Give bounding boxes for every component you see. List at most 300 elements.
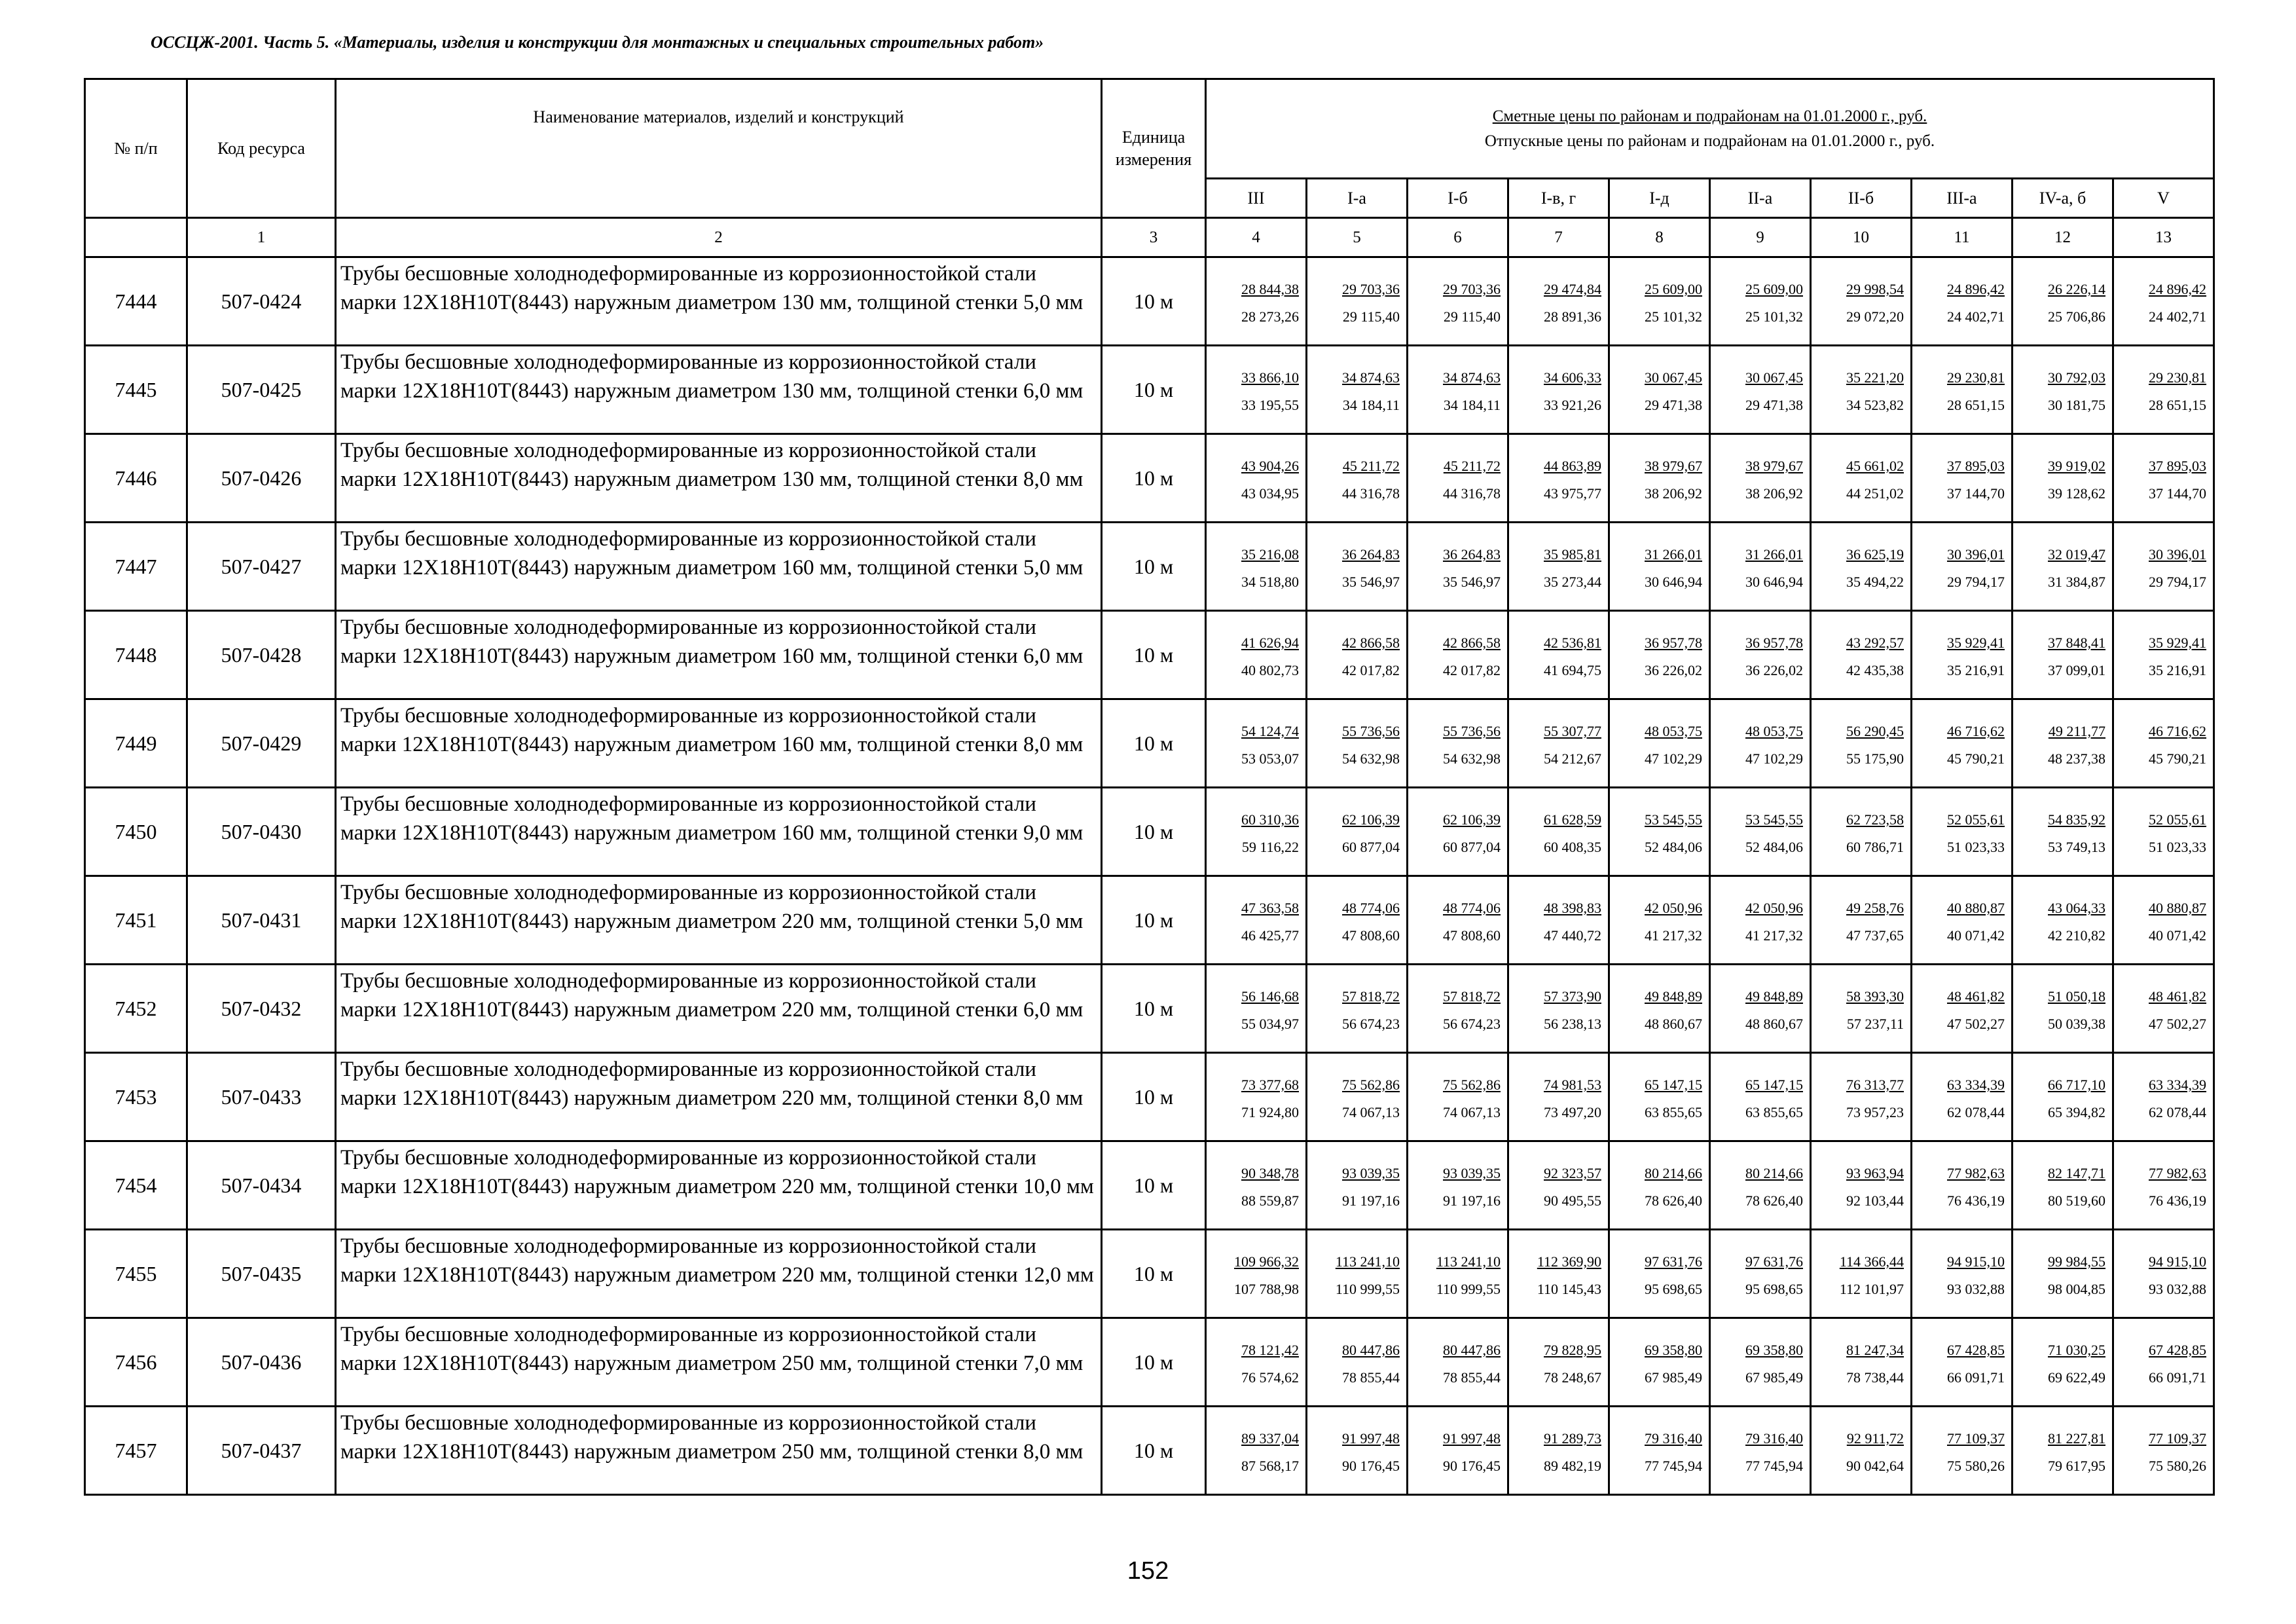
release-price: 62 078,44 [1947,1104,2005,1120]
release-price: 31 384,87 [2048,574,2105,590]
row-number: 7454 [85,1141,187,1230]
release-price: 28 891,36 [1544,308,1601,325]
estimate-price: 34 874,63 [1342,369,1400,386]
release-price: 90 176,45 [1342,1458,1400,1474]
price-cell [1912,1318,2013,1407]
release-price: 66 091,71 [2149,1369,2207,1386]
estimate-price: 29 230,81 [1947,369,2005,386]
price-cell [1508,611,1609,699]
release-price: 39 128,62 [2048,485,2105,502]
price-cell [2113,1053,2214,1141]
release-price: 38 206,92 [1745,485,1803,502]
price-cell [1609,1230,1710,1318]
estimate-price: 62 106,39 [1342,811,1400,828]
price-cell [1508,1407,1609,1495]
release-price: 56 674,23 [1443,1016,1501,1032]
row-number: 7455 [85,1230,187,1318]
price-cell [1307,965,1408,1053]
resource-code: 507-0436 [187,1318,336,1407]
price-cell [2113,699,2214,788]
release-price: 41 217,32 [1745,927,1803,944]
table-row [85,434,2214,523]
release-price-caption: Отпускные цены по районам и подрайонам на 01.01.2000 г., руб. [1484,132,1935,150]
estimate-price: 81 247,34 [1846,1342,1904,1358]
estimate-price: 25 609,00 [1645,281,1702,297]
price-cell [1811,876,1912,965]
estimate-price: 34 606,33 [1544,369,1601,386]
resource-code: 507-0428 [187,611,336,699]
estimate-price: 75 562,86 [1342,1077,1400,1093]
price-cell [1206,1230,1307,1318]
release-price: 110 999,55 [1436,1281,1501,1297]
estimate-price: 48 774,06 [1443,900,1501,916]
price-cell [1710,876,1811,965]
estimate-price: 92 323,57 [1544,1165,1601,1181]
release-price: 67 985,49 [1645,1369,1702,1386]
price-cell [2013,788,2113,876]
estimate-price: 52 055,61 [1947,811,2005,828]
release-price: 29 794,17 [1947,574,2005,590]
unit-of-measure: 10 м [1102,611,1206,699]
region-header: III-а [1912,179,2013,218]
resource-code: 507-0426 [187,434,336,523]
estimate-price: 62 106,39 [1443,811,1501,828]
estimate-price: 34 874,63 [1443,369,1501,386]
estimate-price: 38 979,67 [1745,458,1803,474]
row-number: 7456 [85,1318,187,1407]
release-price: 44 316,78 [1443,485,1501,502]
material-name: Трубы бесшовные холоднодеформированные из коррозионностойкой стали марки 12Х18Н10Т(8443) наружным диаметром 220 мм, толщиной стенки 5,0 мм [336,876,1102,965]
release-price: 38 206,92 [1645,485,1702,502]
release-price: 91 197,16 [1443,1192,1501,1209]
estimate-price: 80 214,66 [1645,1165,1702,1181]
page-number: 152 [1127,1557,1169,1585]
header-code: Код ресурса [187,79,336,218]
estimate-price: 71 030,25 [2048,1342,2105,1358]
estimate-price: 43 292,57 [1846,635,1904,651]
price-cell [1912,611,2013,699]
release-price: 80 519,60 [2048,1192,2105,1209]
resource-code: 507-0425 [187,346,336,434]
row-number: 7450 [85,788,187,876]
estimate-price: 112 369,90 [1537,1253,1601,1270]
estimate-price: 63 334,39 [2149,1077,2207,1093]
price-cell [1206,257,1307,346]
release-price: 47 737,65 [1846,927,1904,944]
release-price: 40 071,42 [1947,927,2005,944]
column-number: 4 [1206,218,1307,257]
price-cell [1609,1318,1710,1407]
release-price: 77 745,94 [1745,1458,1803,1474]
price-cell [1912,876,2013,965]
price-cell [2113,965,2214,1053]
column-number: 6 [1408,218,1508,257]
estimate-price: 45 211,72 [1443,458,1501,474]
release-price: 91 197,16 [1342,1192,1400,1209]
estimate-price: 30 067,45 [1645,369,1702,386]
release-price: 65 394,82 [2048,1104,2105,1120]
price-cell [1710,1407,1811,1495]
estimate-price: 53 545,55 [1645,811,1702,828]
release-price: 59 116,22 [1241,839,1299,855]
estimate-price: 29 230,81 [2149,369,2207,386]
price-cell [1811,699,1912,788]
estimate-price: 66 717,10 [2048,1077,2105,1093]
release-price: 34 523,82 [1846,397,1904,413]
price-cell [1912,788,2013,876]
table-row [85,611,2214,699]
price-cell [2113,346,2214,434]
price-cell [2113,788,2214,876]
price-cell [2013,1230,2113,1318]
column-number: 3 [1102,218,1206,257]
release-price: 95 698,65 [1645,1281,1702,1297]
price-cell [1811,1318,1912,1407]
estimate-price: 30 792,03 [2048,369,2105,386]
release-price: 45 790,21 [1947,750,2005,767]
price-cell [1408,346,1508,434]
release-price: 79 617,95 [2048,1458,2105,1474]
price-cell [1206,523,1307,611]
price-cell [1710,434,1811,523]
price-cell [1408,523,1508,611]
estimate-price: 77 109,37 [2149,1430,2207,1447]
release-price: 110 145,43 [1537,1281,1601,1297]
release-price: 87 568,17 [1241,1458,1299,1474]
release-price: 76 436,19 [2149,1192,2207,1209]
table-row [85,876,2214,965]
release-price: 90 042,64 [1846,1458,1904,1474]
estimate-price: 28 844,38 [1241,281,1299,297]
release-price: 30 646,94 [1645,574,1702,590]
price-cell [1710,1318,1811,1407]
table-row [85,1407,2214,1495]
header-name: Наименование материалов, изделий и конструкций [336,79,1102,218]
estimate-price: 57 818,72 [1443,988,1501,1005]
estimate-price: 35 216,08 [1241,546,1299,563]
column-number: 10 [1811,218,1912,257]
estimate-price: 69 358,80 [1645,1342,1702,1358]
estimate-price: 36 264,83 [1342,546,1400,563]
price-cell [1811,346,1912,434]
row-number: 7452 [85,965,187,1053]
price-cell [1408,1318,1508,1407]
release-price: 42 435,38 [1846,662,1904,678]
material-name: Трубы бесшовные холоднодеформированные из коррозионностойкой стали марки 12Х18Н10Т(8443) наружным диаметром 160 мм, толщиной стенки 8,0 мм [336,699,1102,788]
estimate-price: 54 124,74 [1241,723,1299,739]
price-cell [1811,1053,1912,1141]
document-header: ОССЦЖ-2001. Часть 5. «Материалы, изделия и конструкции для монтажных и специальных строительных работ» [151,33,1044,52]
price-cell [1206,1053,1307,1141]
price-cell [1206,788,1307,876]
price-cell [2013,1053,2113,1141]
price-cell [1408,611,1508,699]
estimate-price: 37 848,41 [2048,635,2105,651]
release-price: 37 144,70 [2149,485,2207,502]
resource-code: 507-0430 [187,788,336,876]
price-cell [1206,434,1307,523]
release-price: 52 484,06 [1645,839,1702,855]
price-cell [1206,1318,1307,1407]
release-price: 51 023,33 [2149,839,2207,855]
release-price: 78 855,44 [1342,1369,1400,1386]
price-cell [1609,965,1710,1053]
price-cell [1811,965,1912,1053]
estimate-price: 29 474,84 [1544,281,1601,297]
release-price: 54 212,67 [1544,750,1601,767]
price-cell [2113,1318,2214,1407]
estimate-price: 47 363,58 [1241,900,1299,916]
release-price: 35 216,91 [1947,662,2005,678]
release-price: 51 023,33 [1947,839,2005,855]
release-price: 35 546,97 [1443,574,1501,590]
release-price: 29 115,40 [1342,308,1400,325]
price-cell [2013,611,2113,699]
estimate-price: 91 289,73 [1544,1430,1601,1447]
estimate-price: 48 461,82 [1947,988,2005,1005]
release-price: 69 622,49 [2048,1369,2105,1386]
price-cell [1206,699,1307,788]
estimate-price: 79 316,40 [1745,1430,1803,1447]
column-number: 9 [1710,218,1811,257]
price-cell [2013,965,2113,1053]
release-price: 93 032,88 [2149,1281,2207,1297]
estimate-price: 35 221,20 [1846,369,1904,386]
price-cell [1912,257,2013,346]
price-cell [1307,434,1408,523]
estimate-price: 42 050,96 [1745,900,1803,916]
price-cell [1508,1141,1609,1230]
release-price: 29 115,40 [1443,308,1501,325]
release-price: 54 632,98 [1443,750,1501,767]
region-header: I-в, г [1508,179,1609,218]
price-cell [1408,788,1508,876]
estimate-price: 92 911,72 [1846,1430,1904,1447]
estimate-price: 32 019,47 [2048,546,2105,563]
estimate-price: 49 211,77 [2048,723,2105,739]
release-price: 54 632,98 [1342,750,1400,767]
release-price: 43 975,77 [1544,485,1601,502]
estimate-price: 30 396,01 [2149,546,2207,563]
estimate-price: 77 982,63 [2149,1165,2207,1181]
estimate-price: 69 358,80 [1745,1342,1803,1358]
table-row [85,1141,2214,1230]
estimate-price: 48 774,06 [1342,900,1400,916]
release-price: 47 502,27 [2149,1016,2207,1032]
price-cell [1609,611,1710,699]
estimate-price: 40 880,87 [1947,900,2005,916]
release-price: 37 144,70 [1947,485,2005,502]
region-header: III [1206,179,1307,218]
price-cell [1508,1053,1609,1141]
estimate-price: 39 919,02 [2048,458,2105,474]
estimate-price: 42 536,81 [1544,635,1601,651]
material-name: Трубы бесшовные холоднодеформированные из коррозионностойкой стали марки 12Х18Н10Т(8443) наружным диаметром 130 мм, толщиной стенки 6,0 мм [336,346,1102,434]
estimate-price: 55 736,56 [1342,723,1400,739]
release-price: 78 855,44 [1443,1369,1501,1386]
price-cell [2013,1318,2113,1407]
unit-of-measure: 10 м [1102,1230,1206,1318]
estimate-price: 45 661,02 [1846,458,1904,474]
price-cell [2113,434,2214,523]
estimate-price: 46 716,62 [2149,723,2207,739]
estimate-price: 35 929,41 [2149,635,2207,651]
release-price: 30 646,94 [1745,574,1803,590]
price-cell [1710,788,1811,876]
price-cell [1609,876,1710,965]
price-cell [1609,257,1710,346]
estimate-price: 79 316,40 [1645,1430,1702,1447]
row-number: 7446 [85,434,187,523]
estimate-price: 45 211,72 [1342,458,1400,474]
release-price: 50 039,38 [2048,1016,2105,1032]
material-name: Трубы бесшовные холоднодеформированные из коррозионностойкой стали марки 12Х18Н10Т(8443) наружным диаметром 160 мм, толщиной стенки 6,0 мм [336,611,1102,699]
release-price: 53 749,13 [2048,839,2105,855]
estimate-price: 54 835,92 [2048,811,2105,828]
unit-of-measure: 10 м [1102,1141,1206,1230]
price-cell [1710,699,1811,788]
price-cell [1408,965,1508,1053]
price-cell [1206,1141,1307,1230]
estimate-price: 91 997,48 [1342,1430,1400,1447]
release-price: 78 626,40 [1745,1192,1803,1209]
estimate-price: 36 957,78 [1745,635,1803,651]
price-cell [1307,1141,1408,1230]
estimate-price: 43 064,33 [2048,900,2105,916]
release-price: 78 738,44 [1846,1369,1904,1386]
release-price: 55 034,97 [1241,1016,1299,1032]
column-number: 13 [2113,218,2214,257]
estimate-price: 89 337,04 [1241,1430,1299,1447]
region-header: I-б [1408,179,1508,218]
release-price: 74 067,13 [1443,1104,1501,1120]
estimate-price: 77 109,37 [1947,1430,2005,1447]
estimate-price: 29 998,54 [1846,281,1904,297]
estimate-price: 46 716,62 [1947,723,2005,739]
price-cell [1811,1407,1912,1495]
estimate-price: 56 290,45 [1846,723,1904,739]
unit-of-measure: 10 м [1102,876,1206,965]
estimate-price: 37 895,03 [1947,458,2005,474]
resource-code: 507-0434 [187,1141,336,1230]
column-number: 11 [1912,218,2013,257]
release-price: 63 855,65 [1645,1104,1702,1120]
unit-of-measure: 10 м [1102,699,1206,788]
price-cell [1811,611,1912,699]
estimate-price: 93 039,35 [1342,1165,1400,1181]
header-price-caption [1206,79,2214,179]
release-price: 48 860,67 [1645,1016,1702,1032]
price-cell [1206,876,1307,965]
price-cell [1912,1407,2013,1495]
estimate-price: 31 266,01 [1645,546,1702,563]
unit-of-measure: 10 м [1102,346,1206,434]
estimate-price: 48 461,82 [2149,988,2207,1005]
price-cell [1408,1053,1508,1141]
release-price: 73 957,23 [1846,1104,1904,1120]
estimate-price: 24 896,42 [2149,281,2207,297]
release-price: 53 053,07 [1241,750,1299,767]
release-price: 78 626,40 [1645,1192,1702,1209]
row-number: 7449 [85,699,187,788]
price-cell [1609,699,1710,788]
price-cell [1206,346,1307,434]
estimate-price: 57 818,72 [1342,988,1400,1005]
price-table [84,78,2215,1496]
price-cell [1710,1230,1811,1318]
material-name: Трубы бесшовные холоднодеформированные из коррозионностойкой стали марки 12Х18Н10Т(8443) наружным диаметром 220 мм, толщиной стенки 12,0 мм [336,1230,1102,1318]
price-cell [1811,434,1912,523]
price-cell [1508,434,1609,523]
price-cell [1307,1230,1408,1318]
price-cell [2013,699,2113,788]
price-cell [1408,1230,1508,1318]
estimate-price: 44 863,89 [1544,458,1601,474]
release-price: 41 694,75 [1544,662,1601,678]
release-price: 35 494,22 [1846,574,1904,590]
estimate-price: 30 396,01 [1947,546,2005,563]
estimate-price: 113 241,10 [1436,1253,1501,1270]
estimate-price: 80 214,66 [1745,1165,1803,1181]
release-price: 62 078,44 [2149,1104,2207,1120]
release-price: 78 248,67 [1544,1369,1601,1386]
release-price: 48 860,67 [1745,1016,1803,1032]
release-price: 25 706,86 [2048,308,2105,325]
release-price: 93 032,88 [1947,1281,2005,1297]
release-price: 36 226,02 [1745,662,1803,678]
release-price: 45 790,21 [2149,750,2207,767]
release-price: 30 181,75 [2048,397,2105,413]
estimate-price: 41 626,94 [1241,635,1299,651]
estimate-price: 58 393,30 [1846,988,1904,1005]
table-row [85,346,2214,434]
estimate-price: 73 377,68 [1241,1077,1299,1093]
release-price: 95 698,65 [1745,1281,1803,1297]
resource-code: 507-0432 [187,965,336,1053]
price-cell [1609,1053,1710,1141]
price-cell [2013,346,2113,434]
release-price: 28 651,15 [2149,397,2207,413]
release-price: 52 484,06 [1745,839,1803,855]
release-price: 29 072,20 [1846,308,1904,325]
unit-of-measure: 10 м [1102,523,1206,611]
release-price: 29 471,38 [1745,397,1803,413]
release-price: 36 226,02 [1645,662,1702,678]
release-price: 75 580,26 [2149,1458,2207,1474]
release-price: 76 436,19 [1947,1192,2005,1209]
estimate-price: 48 398,83 [1544,900,1601,916]
price-cell [1206,1407,1307,1495]
resource-code: 507-0437 [187,1407,336,1495]
estimate-price: 26 226,14 [2048,281,2105,297]
release-price: 60 786,71 [1846,839,1904,855]
release-price: 44 316,78 [1342,485,1400,502]
release-price: 75 580,26 [1947,1458,2005,1474]
release-price: 35 216,91 [2149,662,2207,678]
price-cell [1811,1230,1912,1318]
release-price: 47 808,60 [1443,927,1501,944]
release-price: 89 482,19 [1544,1458,1601,1474]
price-cell [1307,1053,1408,1141]
region-header: II-а [1710,179,1811,218]
estimate-price: 65 147,15 [1645,1077,1702,1093]
price-cell [1710,965,1811,1053]
estimate-price: 29 703,36 [1443,281,1501,297]
release-price: 24 402,71 [2149,308,2207,325]
estimate-price: 74 981,53 [1544,1077,1601,1093]
estimate-price: 42 866,58 [1443,635,1501,651]
price-cell [2113,1407,2214,1495]
